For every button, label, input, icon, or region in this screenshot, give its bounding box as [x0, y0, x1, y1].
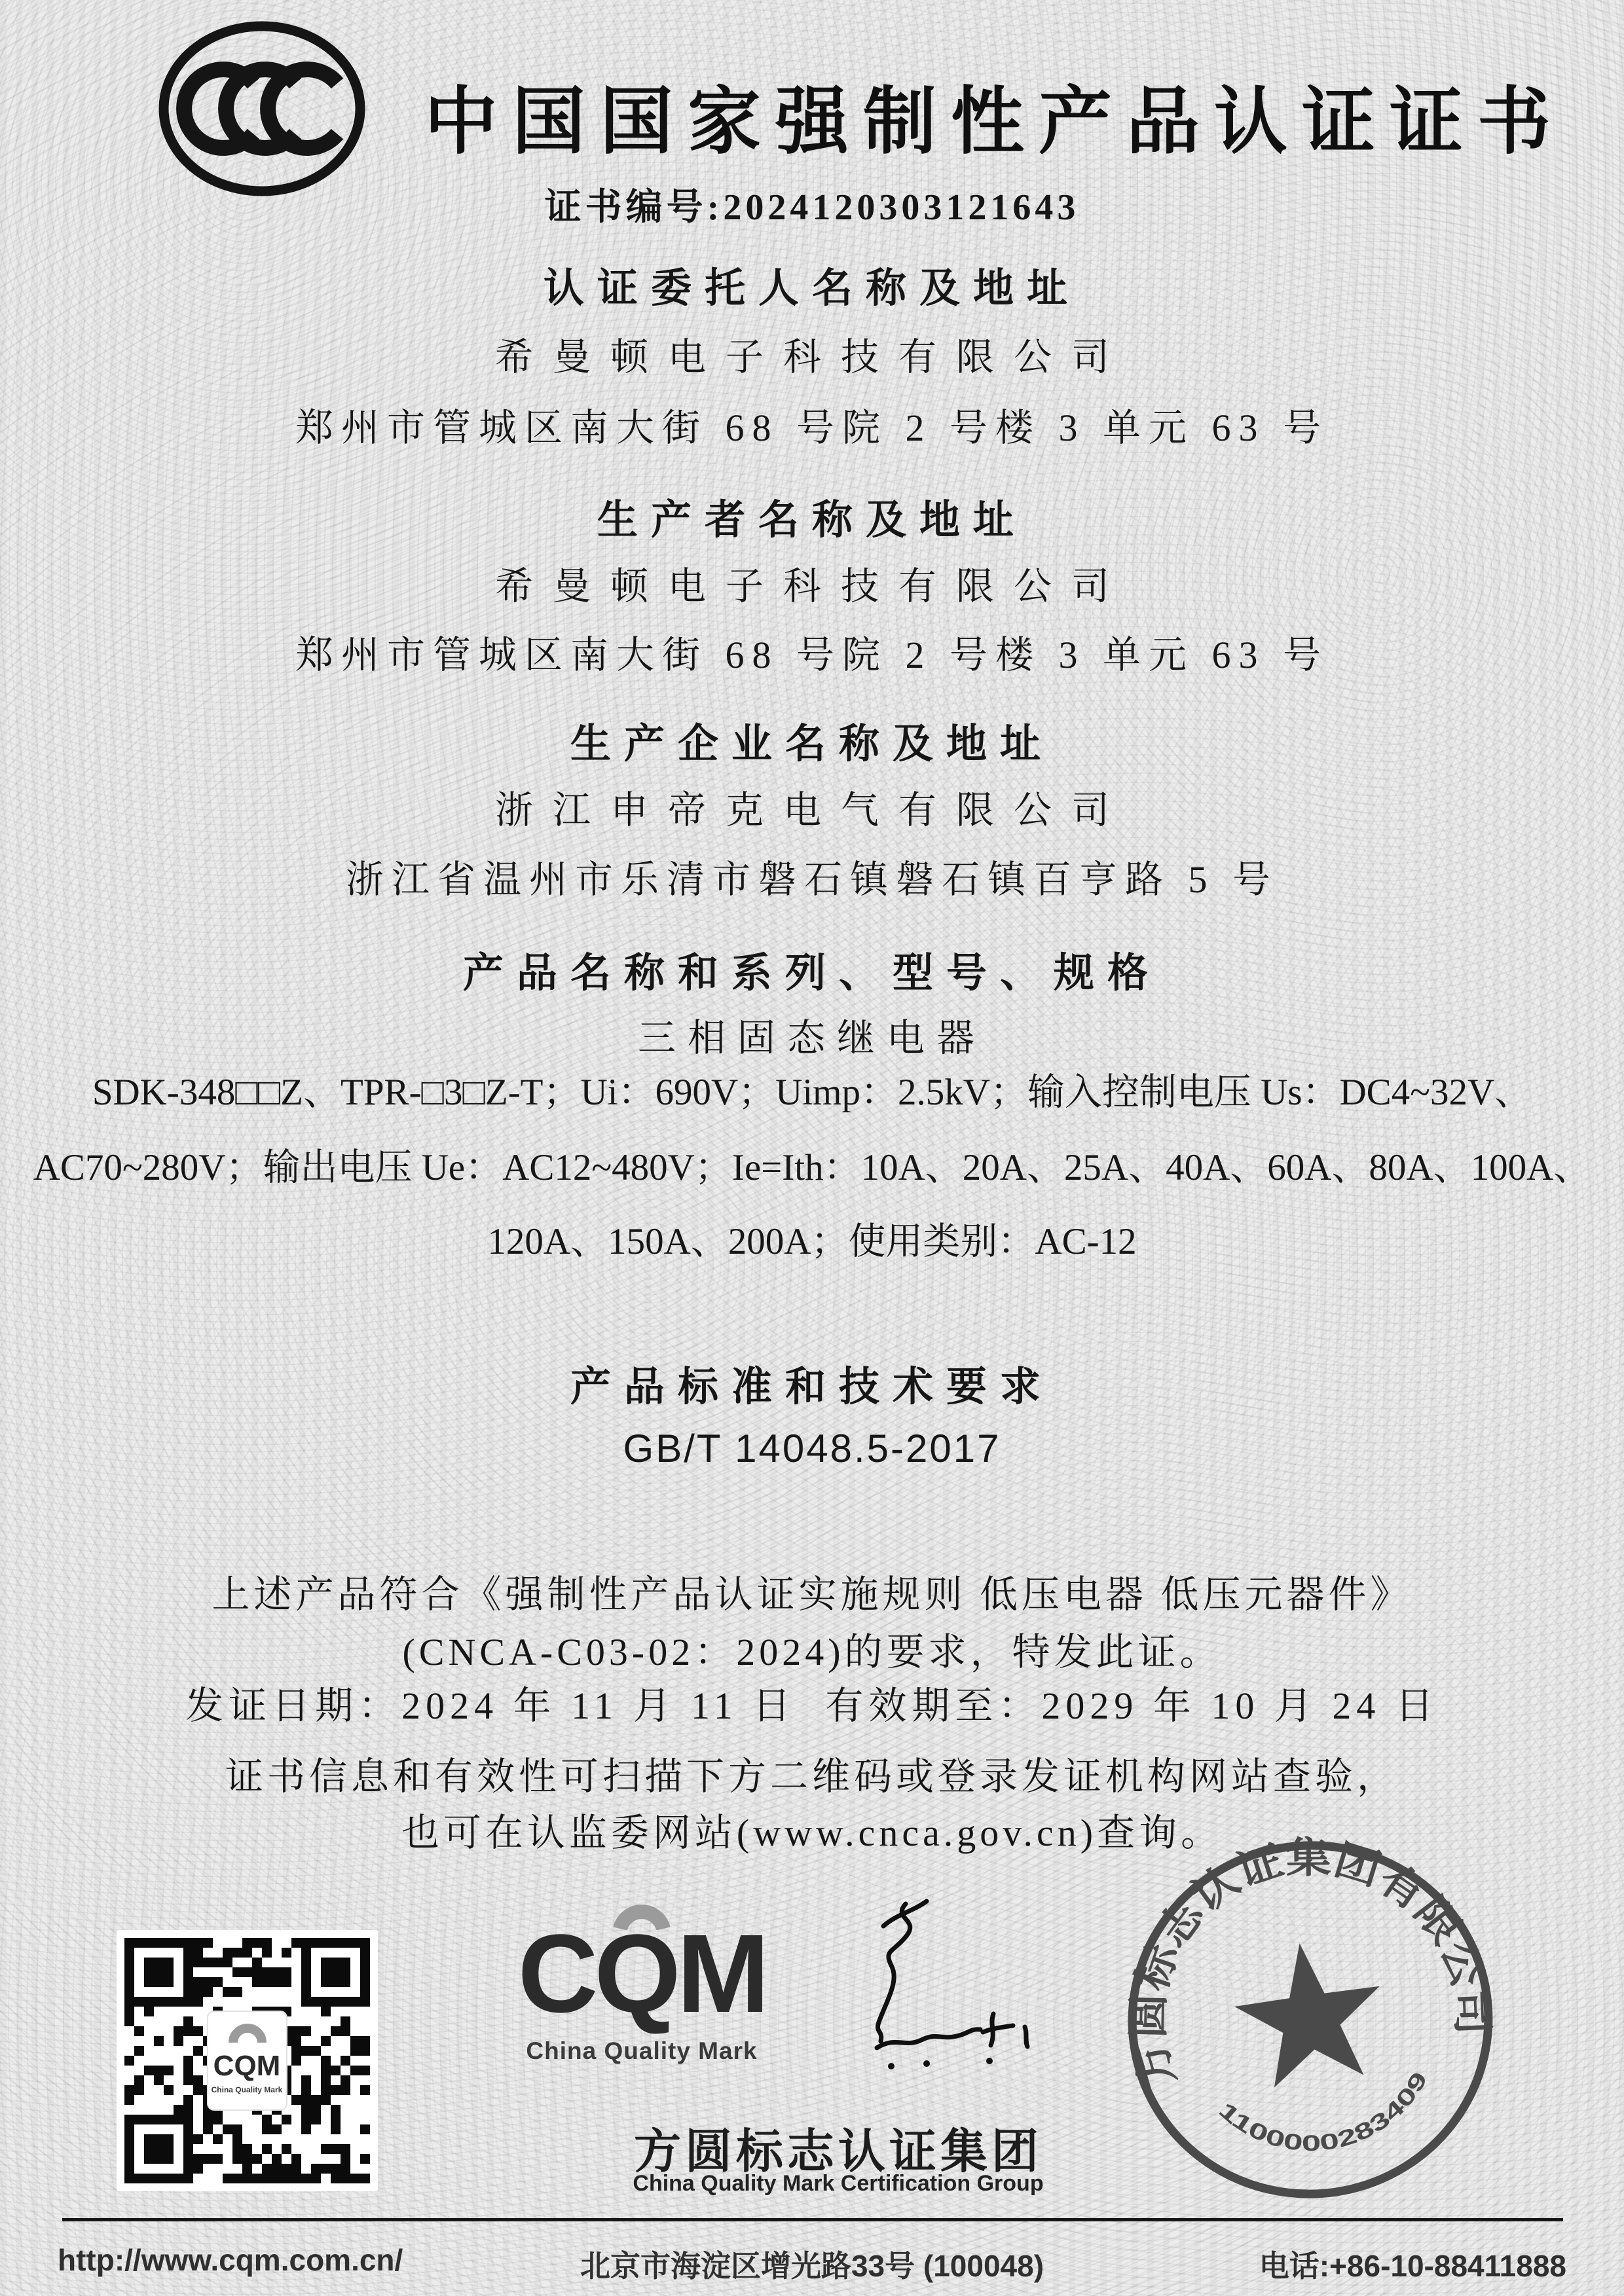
- group-name-en: China Quality Mark Certification Group: [633, 2171, 1044, 2196]
- producer-address: 郑州市管城区南大街 68 号院 2 号楼 3 单元 63 号: [295, 634, 1329, 676]
- producer-heading: 生产者名称及地址: [597, 498, 1027, 543]
- factory-name: 浙江申帝克电气有限公司: [494, 789, 1129, 831]
- factory-heading: 生产企业名称及地址: [570, 722, 1054, 767]
- factory-address: 浙江省温州市乐清市磐石镇磐石镇百亨路 5 号: [345, 858, 1278, 901]
- qr-center-logo: [208, 2011, 287, 2110]
- footer-divider: [62, 2218, 1563, 2221]
- statement-line: 上述产品符合《强制性产品认证实施规则 低压电器 低压元器件》: [212, 1573, 1412, 1616]
- star-icon: [1227, 1933, 1392, 2092]
- applicant-address: 郑州市管城区南大街 68 号院 2 号楼 3 单元 63 号: [295, 407, 1329, 449]
- footer-phone: 电话:+86-10-88411888: [1259, 2249, 1566, 2283]
- issue-dates: 发证日期：2024 年 11 月 11 日 有效期至：2029 年 10 月 24 日: [185, 1685, 1439, 1727]
- footer-address: 北京市海淀区增光路33号 (100048): [580, 2249, 1044, 2283]
- verify-line: 证书信息和有效性可扫描下方二维码或登录发证机构网站查验，: [225, 1755, 1399, 1798]
- applicant-heading: 认证委托人名称及地址: [543, 266, 1080, 311]
- company-seal: [1097, 1809, 1524, 2231]
- certificate-number: 证书编号:2024120303121643: [544, 187, 1080, 228]
- cqm-tagline: China Quality Mark: [526, 2037, 758, 2064]
- verify-line-2: 也可在认监委网站(www.cnca.gov.cn)查询。: [401, 1812, 1223, 1854]
- svg-text:China Quality Mark: China Quality Mark: [211, 2085, 283, 2094]
- page-title: 中国国家强制性产品认证证书: [424, 82, 1565, 163]
- product-spec-line: SDK-348□□Z、TPR-□3□Z-T；Ui：690V；Uimp：2.5kV；输入控制电压 Us：DC4~32V、: [92, 1072, 1532, 1113]
- standard-heading: 产品标准和技术要求: [570, 1365, 1054, 1410]
- cqm-logo: CQM: [517, 1912, 766, 2036]
- cnca-rule-line: (CNCA-C03-02：2024)的要求，特发此证。: [402, 1631, 1222, 1673]
- product-name: 三相固态继电器: [637, 1017, 986, 1059]
- producer-name: 希曼顿电子科技有限公司: [494, 565, 1129, 608]
- product-spec-line: AC70~280V；输出电压 Ue：AC12~480V；Ie=Ith：10A、20A、25A、40A、60A、80A、100A、: [33, 1147, 1591, 1188]
- seal-number: 1100000283409: [1213, 2073, 1430, 2157]
- svg-text:CQM: CQM: [213, 2050, 281, 2082]
- product-heading: 产品名称和系列、型号、规格: [462, 951, 1161, 996]
- qr-code: [117, 1930, 378, 2191]
- signature: [828, 1892, 1090, 2075]
- svg-text:1100000283409: [1211, 2065, 1441, 2170]
- ccc-mark-icon: [154, 20, 370, 198]
- footer-website: http://www.cqm.com.cn/: [58, 2243, 403, 2277]
- seal-text: 方圆标志认证集团有限公司: [1125, 1834, 1496, 2094]
- product-spec-line: 120A、150A、200A；使用类别：AC-12: [487, 1221, 1137, 1262]
- standard-value: GB/T 14048.5-2017: [623, 1427, 1001, 1470]
- group-name-cn: 方圆标志认证集团: [633, 2126, 1043, 2178]
- applicant-name: 希曼顿电子科技有限公司: [494, 336, 1129, 378]
